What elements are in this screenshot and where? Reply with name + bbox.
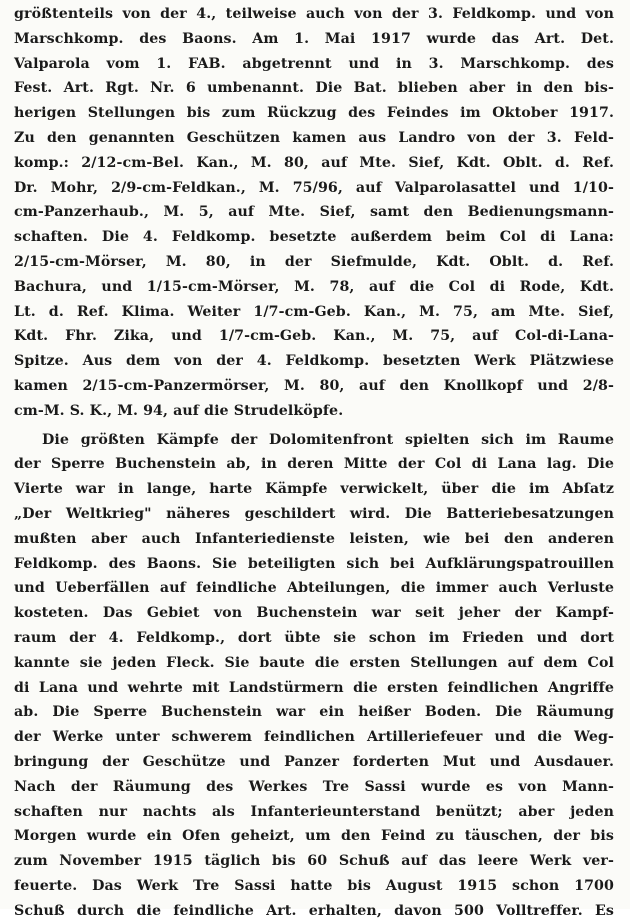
text-line: Morgen wurde ein Ofen geheizt, um den Feind zu täuschen, der bis [14, 828, 614, 845]
text-line: größtenteils von der 4., teilweise auch von der 3. Feldkomp. und von [14, 6, 614, 22]
text-line: der Werke unter schwerem feindlichen Artilleriefeuer und die Weg- [14, 729, 614, 746]
text-line: und Ueberfällen auf feindliche Abteilungen, die immer auch Verluste [14, 580, 614, 597]
text-line: Spitze. Aus dem von der 4. Feldkomp. besetzten Werk Plätzwiese [14, 353, 614, 370]
text-line: Lt. d. Ref. Klima. Weiter 1/7-cm-Geb. Kan., M. 75, am Mte. Sief, [14, 303, 614, 320]
text-line: kamen 2/15-cm-Panzermörser, M. 80, auf den Knollkopf und 2/8- [14, 377, 614, 394]
paragraph-1 [14, 2, 614, 424]
text-line: Marschkomp. des Baons. Am 1. Mai 1917 wurde das Art. Det. [14, 30, 614, 47]
text-line: raum der 4. Feldkomp., dort übte sie schon im Frieden und dort [14, 629, 614, 646]
text-line: kosteten. Das Gebiet von Buchenstein war seit jeher der Kampf- [14, 605, 614, 622]
document-text [14, 2, 614, 923]
text-line: Bachura, und 1/15-cm-Mörser, M. 78, auf die Col di Rode, Kdt. [14, 278, 614, 295]
text-line: Vierte war in lange, harte Kämpfe verwickelt, über die im Abſatz [14, 481, 614, 498]
text-line: schaften nur nachts als Infanterieunterstand benützt; aber jeden [14, 803, 614, 820]
paragraph-2 [14, 428, 614, 923]
text-line: ab. Die Sperre Buchenstein war ein heißer Boden. Die Räumung [14, 704, 614, 721]
text-line: Zu den genannten Geschützen kamen aus Landro von der 3. Feld- [14, 129, 614, 146]
text-line: „Der Weltkrieg" näheres geschildert wird. Die Batteriebesatzungen [14, 505, 614, 522]
text-line: Schuß durch die feindliche Art. erhalten, davon 500 Volltreffer. Es [14, 902, 614, 919]
text-line: zum November 1915 täglich bis 60 Schuß auf das leere Werk ver- [14, 853, 614, 870]
text-line: der Sperre Buchenstein ab, in deren Mitte der Col di Lana lag. Die [14, 456, 614, 473]
text-line: Fest. Art. Rgt. Nr. 6 umbenannt. Die Bat. blieben aber in den bis- [14, 80, 614, 97]
text-line: Kdt. Fhr. Zika, und 1/7-cm-Geb. Kan., M. 75, auf Col-di-Lana- [14, 328, 614, 345]
text-line: bringung der Geschütze und Panzer forderten Mut und Ausdauer. [14, 753, 614, 770]
text-line: schaften. Die 4. Feldkomp. besetzte außerdem beim Col di Lana: [14, 229, 614, 246]
text-line: cm-M. S. K., M. 94, auf die Strudelköpfe. [14, 402, 344, 419]
text-line: Valparola vom 1. FAB. abgetrennt und in 3. Marschkomp. des [14, 55, 614, 72]
text-line: Feldkomp. des Baons. Sie beteiligten sich bei Aufklärungspatrouillen [14, 555, 614, 572]
text-line: mußten aber auch Infanteriedienste leisten, wie bei den anderen [14, 530, 614, 547]
text-line: feuerte. Das Werk Tre Sassi hatte bis August 1915 schon 1700 [14, 877, 614, 894]
text-line: herigen Stellungen bis zum Rückzug des Feindes im Oktober 1917. [14, 105, 614, 122]
text-line: cm-Panzerhaub., M. 5, auf Mte. Sief, samt den Bedienungsmann- [14, 204, 614, 221]
text-line: kannte sie jeden Fleck. Sie baute die ersten Stellungen auf dem Col [14, 654, 614, 671]
text-line: 2/15-cm-Mörser, M. 80, in der Siefmulde, Kdt. Oblt. d. Ref. [14, 253, 614, 270]
text-line: komp.: 2/12-cm-Bel. Kan., M. 80, auf Mte. Sief, Kdt. Oblt. d. Ref. [14, 154, 614, 171]
text-line: Nach der Räumung des Werkes Tre Sassi wurde es von Mann- [14, 778, 614, 795]
text-line: Die größten Kämpfe der Dolomitenfront spielten sich im Raume [42, 431, 614, 448]
text-line: di Lana und wehrte mit Landstürmern die ersten feindlichen Angriffe [14, 679, 614, 696]
text-line: Dr. Mohr, 2/9-cm-Feldkan., M. 75/96, auf Valparolasattel und 1/10- [14, 179, 614, 196]
